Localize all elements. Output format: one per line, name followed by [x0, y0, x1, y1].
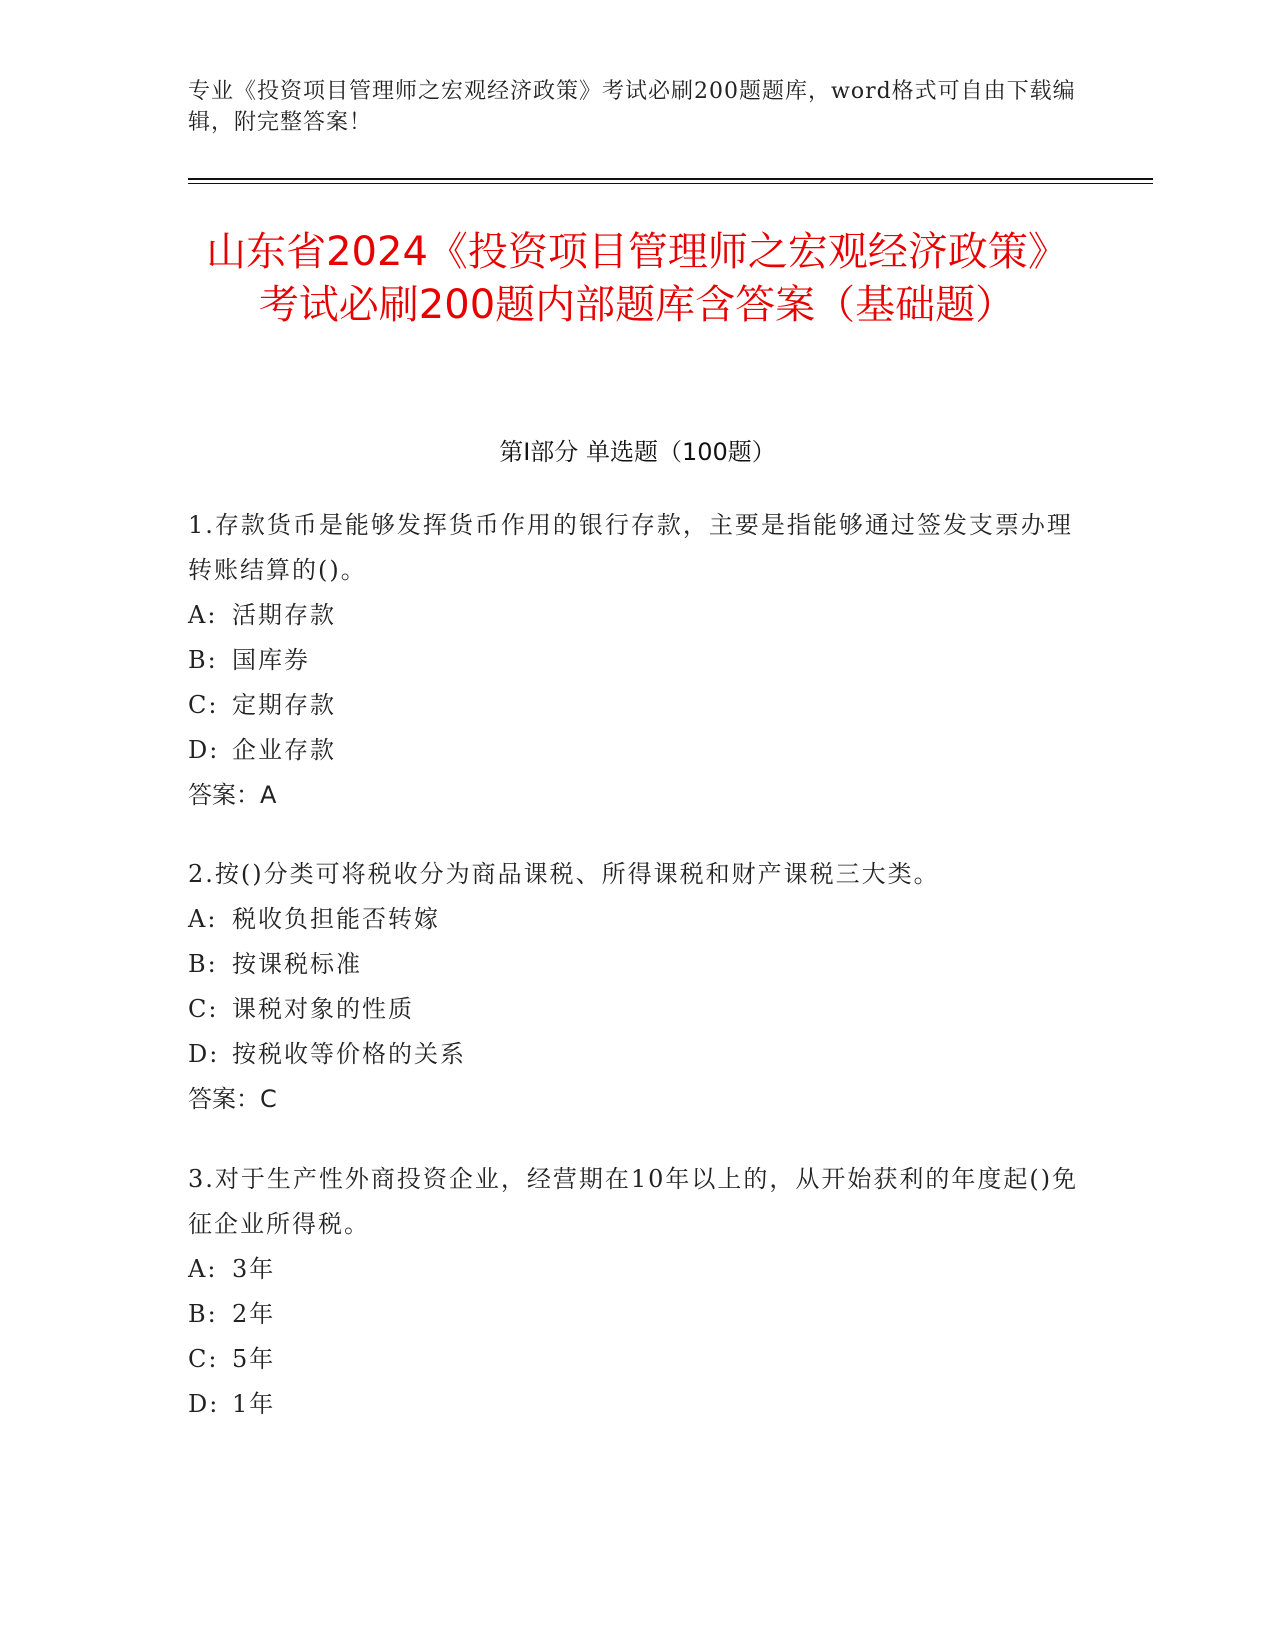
option-c: [188, 987, 1088, 1032]
question-3: [188, 1157, 1088, 1427]
section-title: 第I部分 单选题（100题）: [499, 438, 776, 466]
option-key: A:: [188, 601, 218, 629]
option-text: 国库券: [232, 646, 310, 674]
option-key: C:: [188, 1345, 219, 1373]
option-key: A:: [188, 905, 218, 933]
option-key: D:: [188, 1040, 220, 1068]
question-stem: 3.对于生产性外商投资企业，经营期在10年以上的，从开始获利的年度起()免征企业所得税。: [188, 1165, 1079, 1238]
header-divider-thin: [188, 183, 1153, 184]
question-2: [188, 852, 1088, 1122]
option-key: B:: [188, 1300, 218, 1328]
question-stem: 2.按()分类可将税收分为商品课税、所得课税和财产课税三大类。: [188, 860, 940, 888]
option-b: [188, 1292, 1088, 1337]
option-d: [188, 1382, 1088, 1427]
option-text: 5年: [232, 1345, 276, 1373]
option-key: B:: [188, 950, 218, 978]
option-key: D:: [188, 736, 220, 764]
option-c: [188, 1337, 1088, 1382]
option-b: [188, 638, 1088, 683]
option-text: 活期存款: [232, 601, 336, 629]
option-key: C:: [188, 995, 219, 1023]
option-text: 3年: [232, 1255, 276, 1283]
option-d: [188, 1032, 1088, 1077]
option-text: 按课税标准: [232, 950, 362, 978]
option-a: [188, 897, 1088, 942]
document-title: 山东省2024《投资项目管理师之宏观经济政策》考试必刷200题内部题库含答案（基础题）: [206, 229, 1068, 328]
option-text: 税收负担能否转嫁: [232, 905, 440, 933]
option-a: [188, 1247, 1088, 1292]
option-text: 1年: [232, 1390, 276, 1418]
option-key: A:: [188, 1255, 218, 1283]
option-text: 企业存款: [232, 736, 336, 764]
option-key: B:: [188, 646, 218, 674]
header-note: 专业《投资项目管理师之宏观经济政策》考试必刷200题题库，word格式可自由下载编辑，附完整答案！: [188, 79, 1076, 135]
option-text: 2年: [232, 1300, 276, 1328]
question-1: [188, 503, 1088, 818]
option-text: 课税对象的性质: [232, 995, 414, 1023]
option-a: [188, 593, 1088, 638]
option-key: C:: [188, 691, 219, 719]
option-text: 按税收等价格的关系: [232, 1040, 466, 1068]
option-key: D:: [188, 1390, 220, 1418]
option-text: 定期存款: [232, 691, 336, 719]
question-stem: 1.存款货币是能够发挥货币作用的银行存款，主要是指能够通过签发支票办理转账结算的()。: [188, 511, 1073, 584]
option-b: [188, 942, 1088, 987]
option-c: [188, 683, 1088, 728]
answer-line: 答案：C: [188, 1085, 277, 1113]
answer-line: 答案：A: [188, 781, 277, 809]
header-divider-thick: [188, 178, 1153, 180]
option-d: [188, 728, 1088, 773]
